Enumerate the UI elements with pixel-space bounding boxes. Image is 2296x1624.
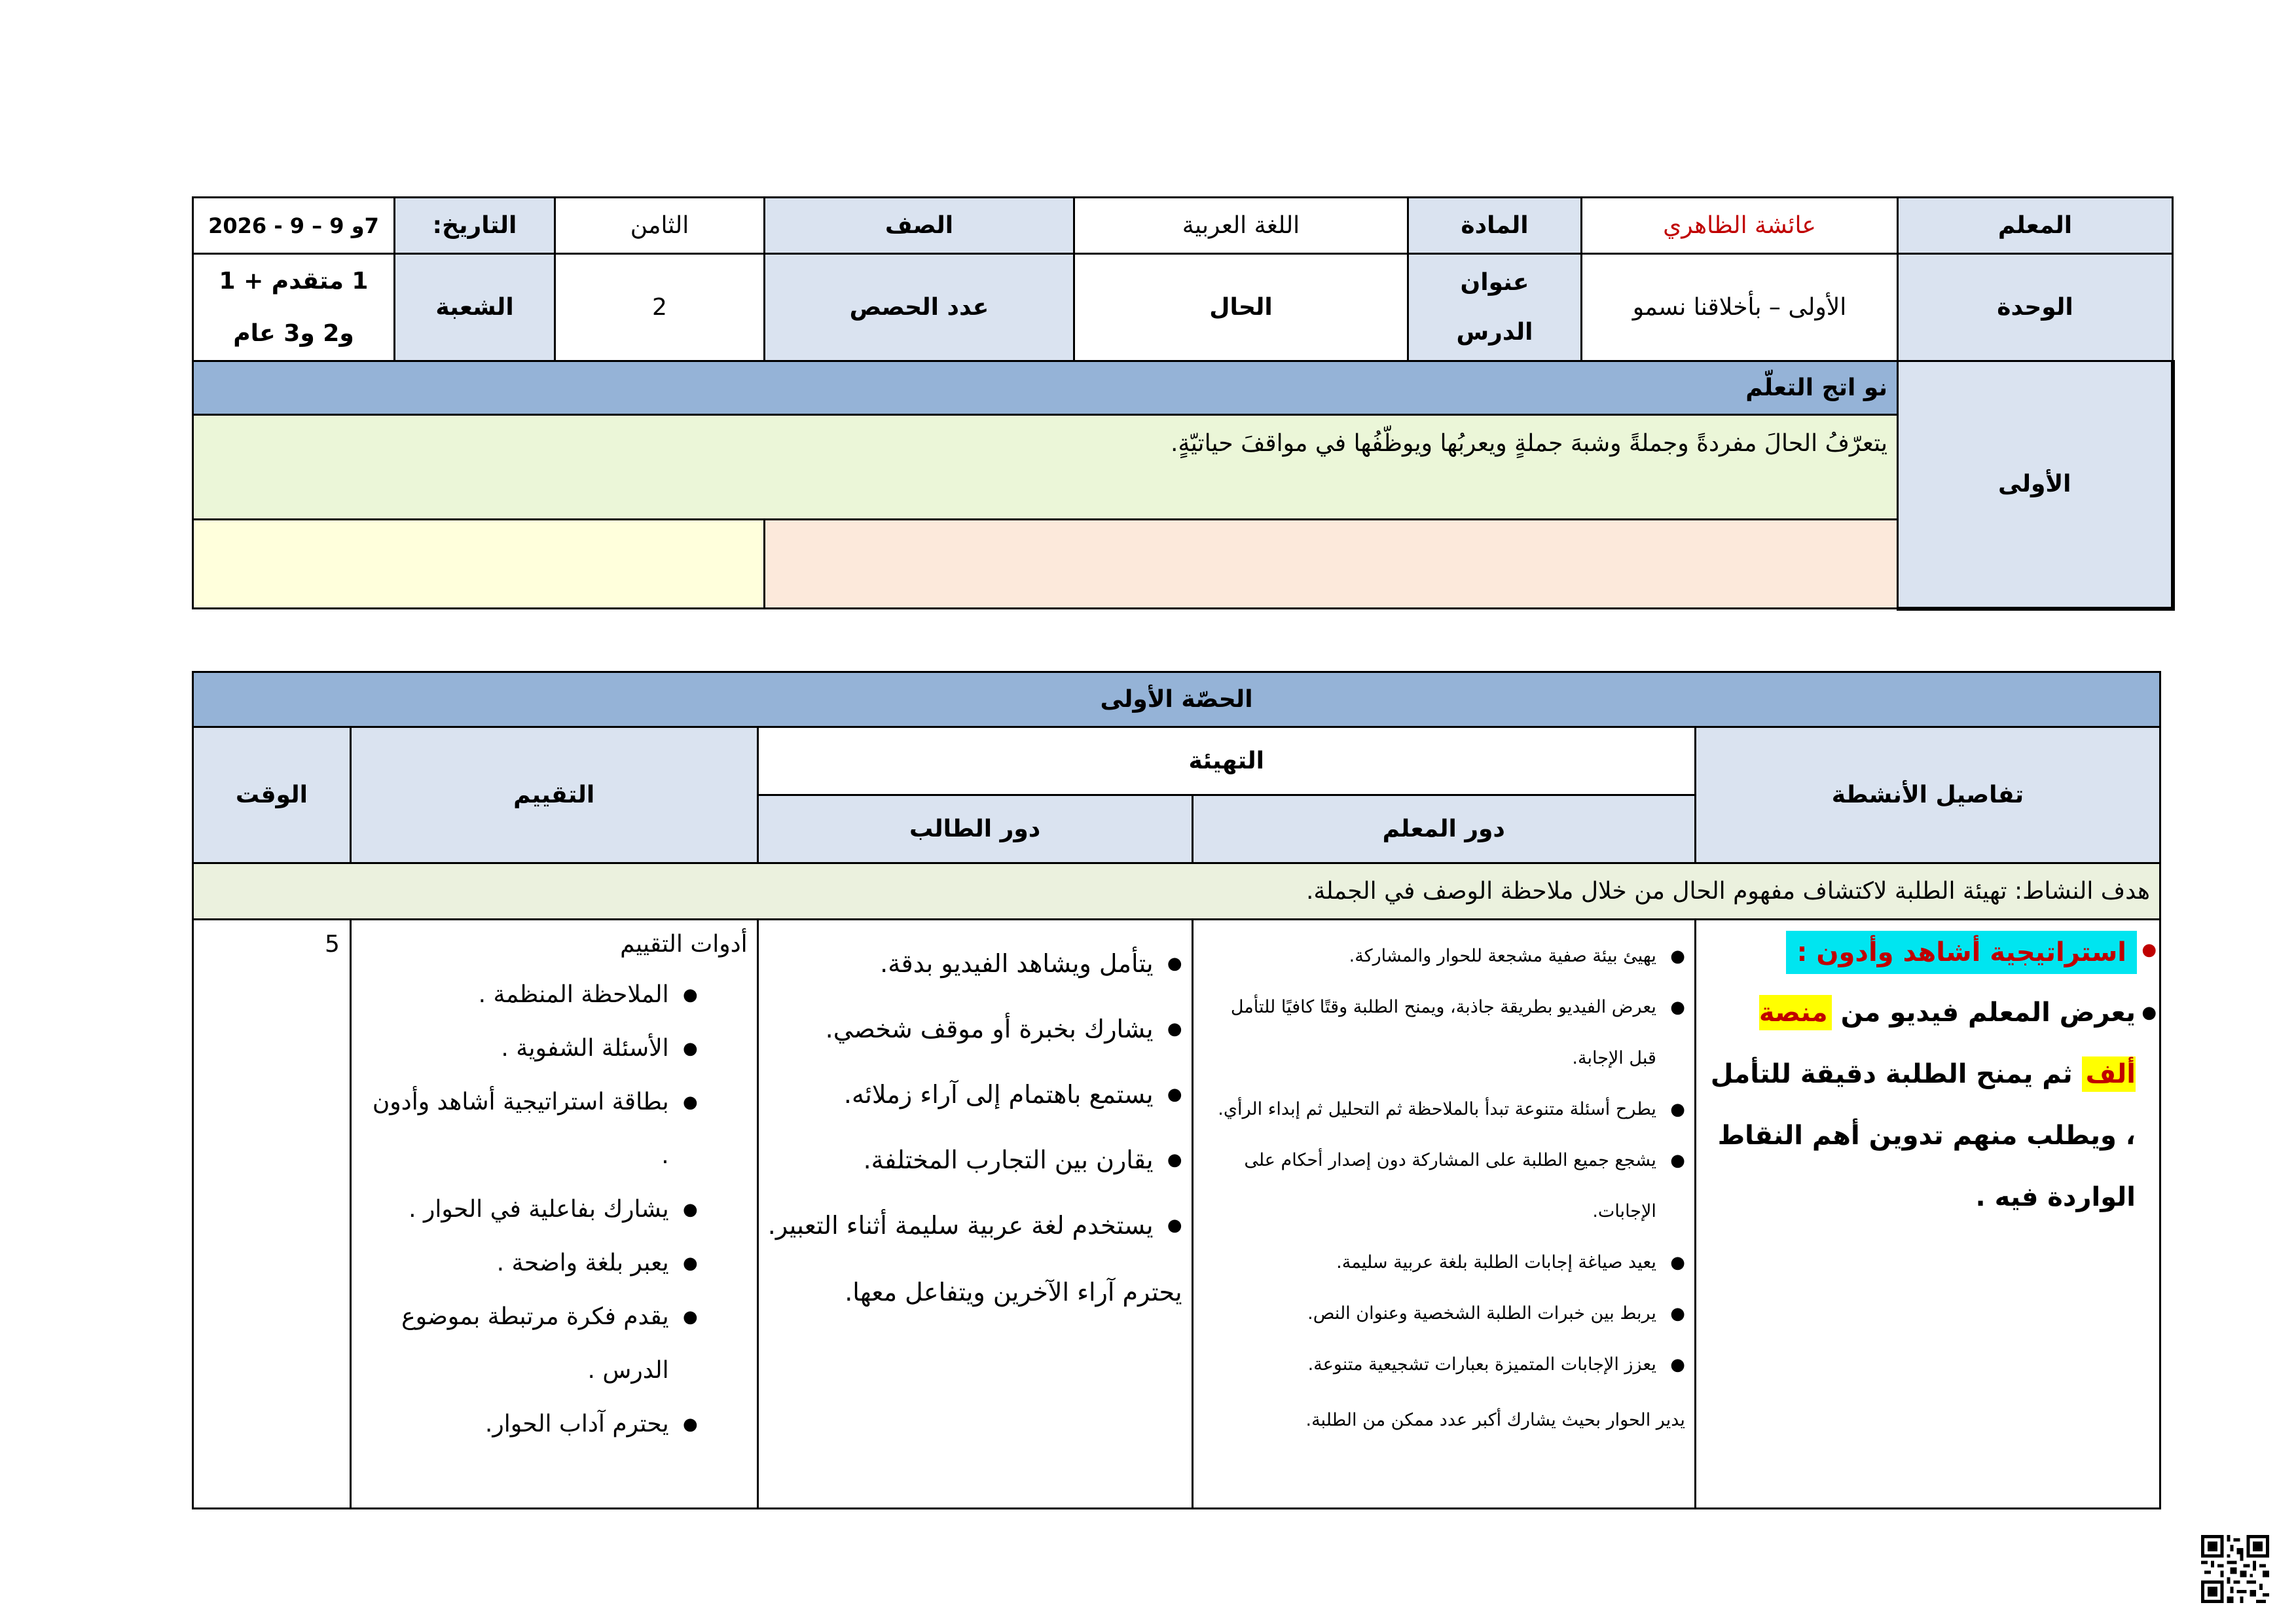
activity-details-cell	[1695, 920, 2160, 1509]
outcome-empty-peach	[765, 520, 1898, 609]
class-label: الصف	[765, 198, 1074, 254]
subject-label: المادة	[1408, 198, 1582, 254]
student-role-header: دور الطالب	[757, 795, 1192, 863]
date-label: التاريخ:	[395, 198, 555, 254]
teacher-role-item: ● يشجع جميع الطلبة على المشاركة دون إصدار أحكام على الإجابات.	[1203, 1135, 1656, 1237]
lesson-title-value: الحال	[1074, 254, 1408, 361]
time-cell: 5	[193, 920, 351, 1509]
time-header: الوقت	[193, 727, 351, 863]
section-value: 1 متقدم + 1 و2 و3 عام	[193, 254, 395, 361]
qr-code-icon	[2201, 1535, 2269, 1603]
platform-name: منصة ألف	[1759, 995, 2136, 1092]
evaluation-item: ● يحترم آداب الحوار.	[361, 1398, 669, 1451]
learning-outcome-text: يتعرّفُ الحالَ مفردةً وجملةً وشبهَ جملةٍ ويعربُها ويوظّفُها في مواقفَ حياتيّةٍ.	[193, 415, 1898, 520]
lesson-info-table	[192, 196, 2175, 611]
evaluation-header: التقييم	[350, 727, 757, 863]
periods-label: عدد الحصص	[765, 254, 1074, 361]
evaluation-item: ● يشارك بفاعلية في الحوار .	[361, 1183, 669, 1236]
student-role-list	[768, 931, 1182, 1258]
lesson-title: الحصّة الأولى	[193, 672, 2160, 727]
subject-value: اللغة العربية	[1074, 198, 1408, 254]
activities-header: تفاصيل الأنشطة	[1695, 727, 2160, 863]
teacher-role-item: ● يعرض الفيديو بطريقة جاذبة، ويمنح الطلبة وقتًا كافيًا للتأمل قبل الإجابة.	[1203, 982, 1656, 1084]
warmup-header: التهيئة	[757, 727, 1695, 795]
evaluation-tools-title: أدوات التقييم	[620, 931, 748, 958]
student-role-item: ● يشارك بخبرة أو موقف شخصي.	[768, 996, 1154, 1062]
evaluation-item: ● يعبر بلغة واضحة .	[361, 1236, 669, 1290]
teacher-role-item: ● يعزز الإجابات المتميزة بعبارات تشجيعية متنوعة.	[1203, 1339, 1656, 1390]
outcome-side-label: الأولى	[1898, 361, 2173, 609]
student-role-cell	[757, 920, 1192, 1509]
activity-text	[1705, 982, 2157, 1228]
student-role-item: ● يستمع باهتمام إلى آراء زملائه.	[768, 1062, 1154, 1127]
student-role-item: ● يقارن بين التجارب المختلفة.	[768, 1127, 1154, 1193]
teacher-role-header: دور المعلم	[1192, 795, 1695, 863]
activity-goal: هدف النشاط: تهيئة الطلبة لاكتشاف مفهوم الحال من خلال ملاحظة الوصف في الجملة.	[193, 863, 2160, 920]
unit-label: الوحدة	[1898, 254, 2173, 361]
activity-part-2: ثم يمنح الطلبة دقيقة للتأمل ، ويطلب منهم تدوين أهم النقاط الواردة فيه .	[1710, 1059, 2136, 1212]
section-label: الشعبة	[395, 254, 555, 361]
evaluation-item: ● الأسئلة الشفوية .	[361, 1022, 669, 1075]
student-role-item: ● يستخدم لغة عربية سليمة أثناء التعبير.	[768, 1193, 1154, 1258]
class-value: الثامن	[555, 198, 765, 254]
lesson-plan-table	[192, 671, 2161, 1509]
teacher-role-list	[1203, 931, 1685, 1390]
evaluation-item: ● يقدم فكرة مرتبطة بموضوع الدرس .	[361, 1290, 669, 1398]
evaluation-item: ● بطاقة استراتيجية أشاهد وأدون .	[361, 1075, 669, 1183]
strategy-label: استراتيجية أشاهد وأدون :	[1786, 931, 2137, 974]
activity-part-1: يعرض المعلم فيديو من	[1840, 998, 2136, 1028]
teacher-role-cell	[1192, 920, 1695, 1509]
outcome-empty-yellow	[193, 520, 765, 609]
date-value: 7و 9 – 9 - 2026	[193, 198, 395, 254]
bullet-icon: ●	[2141, 940, 2157, 960]
teacher-name: عائشة الظاهري	[1582, 198, 1898, 254]
learning-outcomes-header: نو اتج التعلّم	[193, 361, 1898, 415]
evaluation-list	[361, 968, 748, 1451]
evaluation-item: ● الملاحظة المنظمة .	[361, 968, 669, 1022]
teacher-role-item: ● يربط بين خبرات الطلبة الشخصية وعنوان النص.	[1203, 1288, 1656, 1339]
teacher-role-item: ● يهيئ بيئة صفية مشجعة للحوار والمشاركة.	[1203, 931, 1656, 982]
evaluation-cell	[350, 920, 757, 1509]
teacher-role-extra: يدير الحوار بحيث يشارك أكبر عدد ممكن من الطلبة.	[1305, 1410, 1685, 1430]
teacher-label: المعلم	[1898, 198, 2173, 254]
student-role-extra: يحترم آراء الآخرين ويتفاعل معها.	[845, 1278, 1182, 1307]
teacher-role-item: ● يطرح أسئلة متنوعة تبدأ بالملاحظة ثم التحليل ثم إبداء الرأي.	[1203, 1084, 1656, 1135]
teacher-role-item: ● يعيد صياغة إجابات الطلبة بلغة عربية سليمة.	[1203, 1237, 1656, 1288]
lesson-title-label: عنوان الدرس	[1408, 254, 1582, 361]
strategy-row	[1705, 931, 2157, 974]
student-role-item: ● يتأمل ويشاهد الفيديو بدقة.	[768, 931, 1154, 996]
periods-value: 2	[555, 254, 765, 361]
unit-value: الأولى – بأخلاقنا نسمو	[1582, 254, 1898, 361]
bullet-icon: ●	[2141, 1003, 2157, 1022]
